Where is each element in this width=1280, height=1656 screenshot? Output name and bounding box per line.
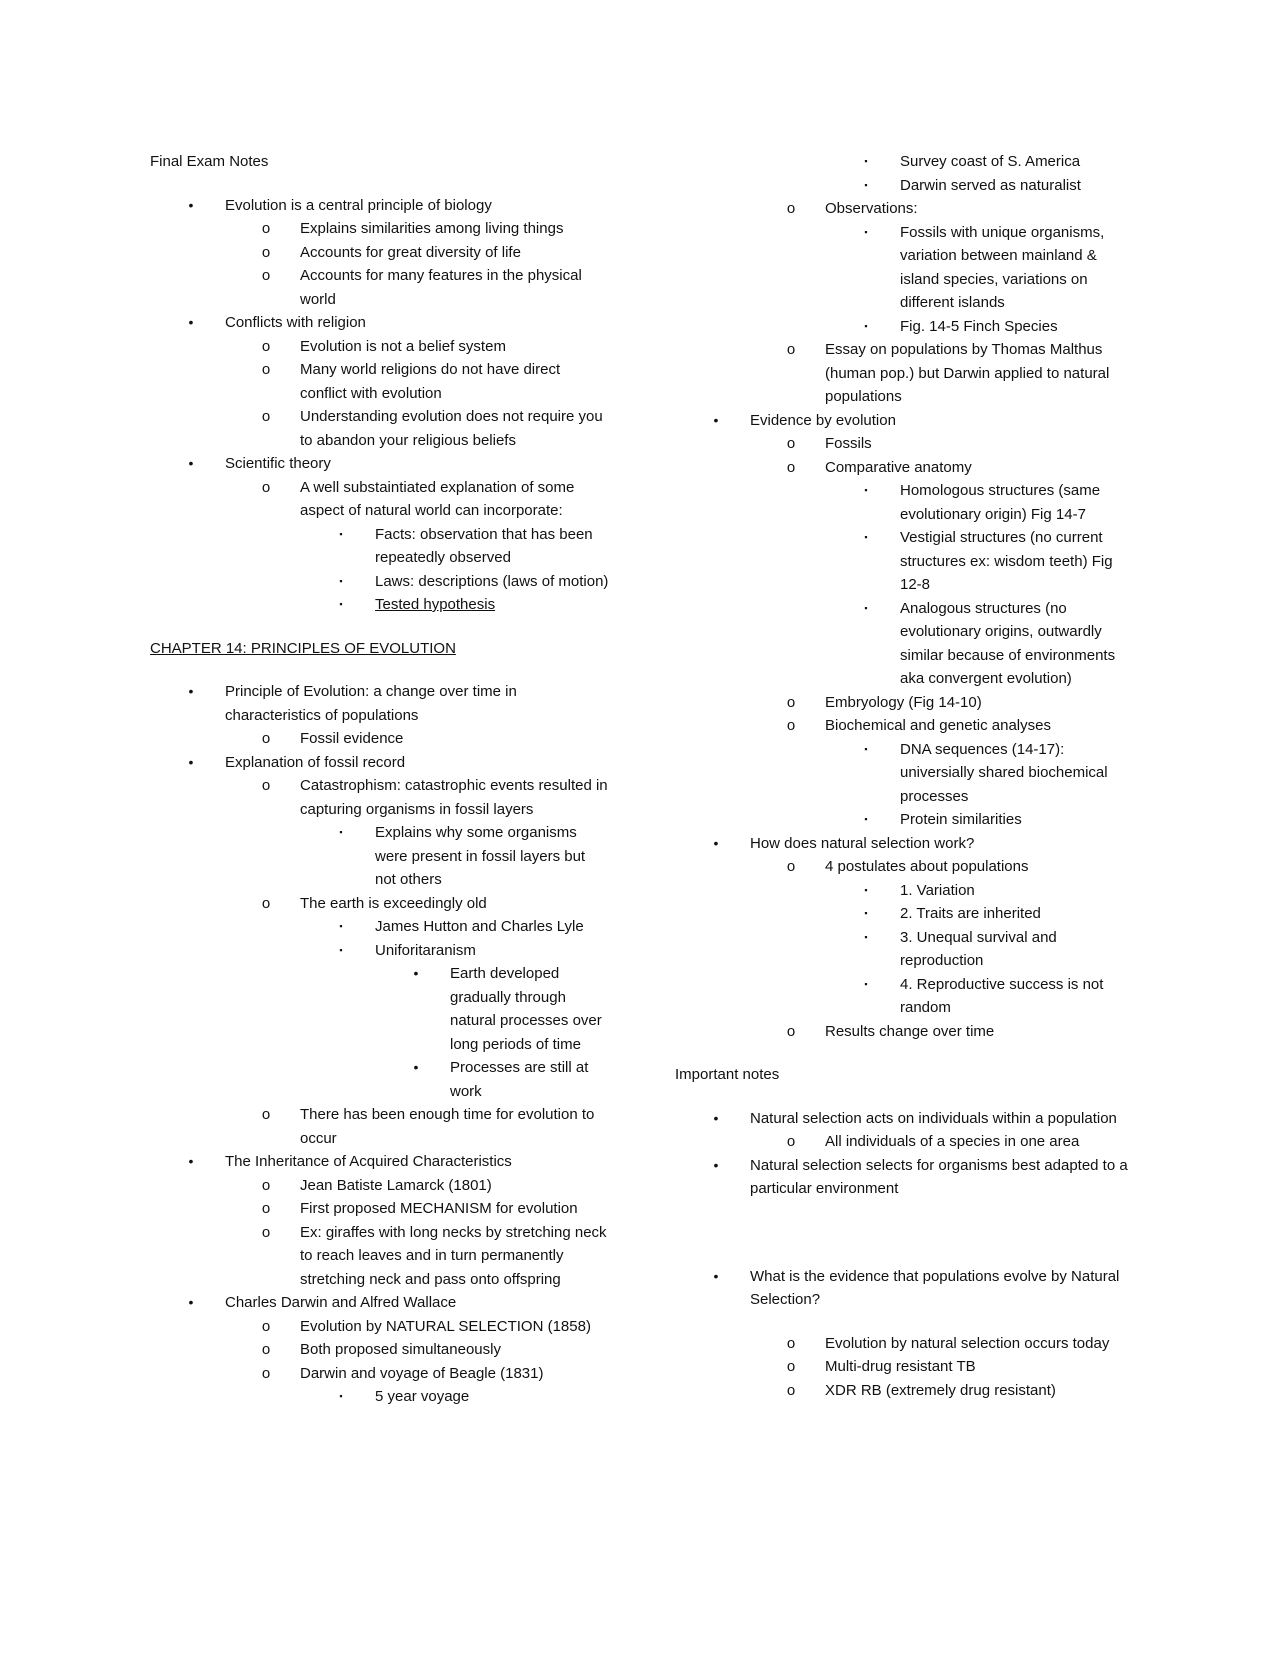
list-item-text: Fossil evidence — [300, 730, 404, 747]
spacer — [675, 1087, 1135, 1107]
list-item-text: The Inheritance of Acquired Characteristics — [225, 1153, 512, 1170]
list-item — [150, 241, 610, 265]
list-marker-icon: ▪ — [864, 814, 868, 824]
list-marker-icon: ▪ — [864, 226, 868, 237]
list-marker-icon: o — [261, 1223, 271, 1241]
list-item — [150, 939, 610, 963]
list-marker-icon: ▪ — [864, 884, 868, 895]
list-item — [675, 456, 1135, 480]
list-marker-icon: o — [261, 777, 271, 794]
list-item-text: James Hutton and Charles Lyle — [375, 918, 584, 935]
list-marker-icon: ▪ — [864, 320, 868, 331]
list-marker-icon: o — [786, 1334, 796, 1352]
list-marker-icon: o — [261, 1364, 271, 1382]
list-item-text: Homologous structures (same evolutionary origin) Fig 14-7 — [900, 482, 1101, 523]
list-marker-icon: • — [413, 1059, 419, 1075]
list-item — [150, 751, 610, 775]
list-item — [675, 1379, 1135, 1403]
list-item-text: 5 year voyage — [375, 1388, 470, 1405]
list-item-text: Biochemical and genetic analyses — [825, 717, 1051, 734]
list-item — [150, 1221, 610, 1292]
spacer — [675, 1312, 1135, 1332]
list-marker-icon: o — [786, 693, 796, 711]
list-item — [150, 476, 610, 523]
list-marker-icon: • — [188, 1153, 194, 1169]
spacer — [675, 1043, 1135, 1063]
list-marker-icon: ▪ — [339, 528, 343, 539]
list-item — [150, 1197, 610, 1221]
list-item-text: Multi-drug resistant TB — [825, 1358, 976, 1375]
list-marker-icon: ▪ — [339, 921, 343, 931]
list-marker-icon: • — [188, 314, 194, 330]
list-item-text: Analogous structures (no evolutionary origins, outwardly similar because of environments aka convergent evolution) — [900, 599, 1116, 687]
list-item — [150, 452, 610, 476]
list-item-text: 3. Unequal survival and reproduction — [900, 928, 1057, 969]
list-item-text: Conflicts with religion — [225, 314, 366, 331]
list-item-text: Earth developed gradually through natural processes over long periods of time — [450, 965, 602, 1053]
list-item — [150, 335, 610, 359]
left-column — [150, 150, 610, 1409]
list-marker-icon: ▪ — [864, 978, 868, 989]
list-item-text: Processes are still at work — [450, 1059, 589, 1100]
list-marker-icon: ▪ — [864, 179, 868, 190]
spacer — [150, 660, 610, 680]
list-item — [675, 1265, 1135, 1312]
list-item — [150, 1315, 610, 1339]
list-item-text: First proposed MECHANISM for evolution — [300, 1200, 578, 1217]
list-item-text: Fossils — [825, 435, 872, 452]
list-marker-icon: • — [188, 683, 194, 699]
list-marker-icon: ▪ — [339, 944, 343, 955]
section-heading: Important notes — [675, 1066, 780, 1083]
list-marker-icon: • — [713, 411, 719, 428]
list-item — [150, 358, 610, 405]
list-marker-icon: • — [188, 196, 194, 213]
list-item — [675, 597, 1135, 691]
list-item — [675, 174, 1135, 198]
list-marker-icon: o — [261, 220, 271, 237]
list-item-text: Laws: descriptions (laws of motion) — [375, 572, 609, 590]
list-marker-icon: o — [786, 341, 796, 358]
list-item — [675, 855, 1135, 879]
list-item-text: All individuals of a species in one area — [825, 1133, 1080, 1150]
list-item — [150, 570, 610, 594]
right-column — [675, 150, 1135, 1402]
list-item-text: Understanding evolution does not require you to abandon your religious beliefs — [300, 408, 603, 449]
list-item-text: Natural selection acts on individuals within a population — [750, 1109, 1117, 1127]
list-item-text: 4. Reproductive success is not random — [900, 975, 1104, 1016]
list-marker-icon: • — [188, 753, 194, 770]
list-marker-icon: o — [786, 1358, 796, 1375]
list-item — [675, 808, 1135, 832]
list-marker-icon: o — [261, 1106, 271, 1123]
list-item-text: XDR RB (extremely drug resistant) — [825, 1381, 1056, 1399]
spacer — [150, 174, 610, 194]
list-item-text: Embryology (Fig 14-10) — [825, 693, 982, 711]
list-item-text: Vestigial structures (no current structures ex: wisdom teeth) Fig 12-8 — [900, 529, 1113, 593]
list-marker-icon: • — [713, 1109, 719, 1126]
list-item-text: Darwin and voyage of Beagle (1831) — [300, 1364, 544, 1382]
list-marker-icon: ▪ — [864, 602, 868, 613]
list-item — [675, 691, 1135, 715]
list-item-text: Accounts for many features in the physical world — [300, 267, 582, 308]
list-marker-icon: o — [261, 1176, 271, 1194]
list-item — [675, 1154, 1135, 1201]
list-item — [150, 217, 610, 241]
list-marker-icon: ▪ — [864, 931, 868, 942]
list-marker-icon: o — [786, 200, 796, 217]
list-item — [150, 727, 610, 751]
list-marker-icon: ▪ — [864, 485, 868, 495]
list-marker-icon: o — [786, 717, 796, 734]
list-item-text: Tested hypothesis — [375, 596, 496, 613]
list-marker-icon: • — [413, 965, 419, 981]
list-item — [675, 1020, 1135, 1044]
list-item — [675, 879, 1135, 903]
list-marker-icon: o — [261, 267, 271, 284]
list-item — [675, 714, 1135, 738]
list-marker-icon: o — [786, 1381, 796, 1399]
list-marker-icon: • — [713, 1156, 719, 1173]
list-item-text: How does natural selection work? — [750, 834, 975, 852]
list-item-text: 1. Variation — [900, 881, 975, 899]
list-item-text: Evolution is not a belief system — [300, 337, 506, 355]
list-marker-icon: o — [261, 730, 271, 747]
list-item-text: Facts: observation that has been repeatedly observed — [375, 525, 593, 566]
list-item — [150, 405, 610, 452]
list-item — [675, 150, 1135, 174]
list-marker-icon: ▪ — [864, 156, 868, 166]
list-item — [675, 479, 1135, 526]
list-item — [675, 1332, 1135, 1356]
section-heading: Final Exam Notes — [150, 153, 269, 170]
list-item-text: Scientific theory — [225, 455, 331, 472]
list-marker-icon: • — [188, 455, 194, 471]
list-marker-icon: ▪ — [339, 1391, 343, 1401]
section-heading: CHAPTER 14: PRINCIPLES OF EVOLUTION — [150, 639, 456, 657]
list-item-text: A well substaintiated explanation of some aspect of natural world can incorporate: — [300, 478, 575, 519]
list-item-text: Fig. 14-5 Finch Species — [900, 317, 1058, 335]
list-item-text: 4 postulates about populations — [825, 858, 1029, 875]
list-item — [150, 962, 610, 1056]
list-item — [150, 1338, 610, 1362]
list-item — [150, 1362, 610, 1386]
list-item-text: Catastrophism: catastrophic events resulted in capturing organisms in fossil layers — [300, 777, 608, 818]
list-marker-icon: o — [261, 1317, 271, 1335]
list-item-text: Protein similarities — [900, 811, 1022, 828]
list-item-text: What is the evidence that populations evolve by Natural Selection? — [750, 1267, 1120, 1308]
list-item-text: Both proposed simultaneously — [300, 1341, 501, 1358]
list-marker-icon: o — [261, 1200, 271, 1217]
list-marker-icon: • — [713, 1267, 719, 1284]
list-item-text: Evolution is a central principle of biology — [225, 196, 492, 214]
spacer — [675, 1245, 1135, 1265]
list-item — [150, 915, 610, 939]
list-marker-icon: o — [786, 1022, 796, 1040]
list-item — [675, 315, 1135, 339]
list-item — [675, 432, 1135, 456]
list-item-text: Results change over time — [825, 1022, 995, 1040]
list-item — [675, 197, 1135, 221]
list-item — [150, 264, 610, 311]
list-item-text: Ex: giraffes with long necks by stretching neck to reach leaves and in turn permanently stretching neck and pass onto offspring — [300, 1223, 607, 1288]
spacer — [150, 617, 610, 637]
list-item — [675, 832, 1135, 856]
list-marker-icon: o — [786, 1133, 796, 1150]
list-item — [150, 593, 610, 617]
list-item-text: Charles Darwin and Alfred Wallace — [225, 1294, 457, 1311]
list-item — [150, 1291, 610, 1315]
list-item — [675, 409, 1135, 433]
list-marker-icon: ▪ — [864, 908, 868, 918]
list-item-text: Evidence by evolution — [750, 411, 896, 429]
list-item-text: Fossils with unique organisms, variation between mainland & island species, variations on different islands — [900, 223, 1105, 311]
list-item-text: Many world religions do not have direct conflict with evolution — [300, 361, 561, 402]
list-item — [150, 523, 610, 570]
list-marker-icon: ▪ — [864, 743, 868, 754]
list-item — [150, 680, 610, 727]
list-marker-icon: ▪ — [339, 575, 343, 586]
list-marker-icon: o — [786, 435, 796, 452]
list-item — [675, 926, 1135, 973]
list-item — [675, 338, 1135, 409]
list-item-text: The earth is exceedingly old — [300, 894, 487, 912]
list-item — [675, 738, 1135, 809]
list-item-text: Darwin served as naturalist — [900, 176, 1081, 194]
list-item — [675, 1130, 1135, 1154]
list-item — [675, 221, 1135, 315]
list-item-text: Natural selection selects for organisms best adapted to a particular environment — [750, 1156, 1128, 1197]
list-marker-icon: o — [261, 337, 271, 355]
list-marker-icon: o — [261, 1341, 271, 1358]
list-item — [675, 973, 1135, 1020]
list-marker-icon: o — [261, 408, 271, 425]
list-marker-icon: • — [713, 834, 719, 851]
list-marker-icon: ▪ — [339, 599, 343, 609]
list-item-text: 2. Traits are inherited — [900, 905, 1041, 922]
list-marker-icon: o — [261, 894, 271, 912]
list-item-text: There has been enough time for evolution to occur — [300, 1106, 595, 1147]
list-item-text: Jean Batiste Lamarck (1801) — [300, 1176, 492, 1194]
list-item-text: Essay on populations by Thomas Malthus (human pop.) but Darwin applied to natural populations — [825, 341, 1110, 405]
list-item-text: Evolution by NATURAL SELECTION (1858) — [300, 1317, 591, 1335]
list-item-text: DNA sequences (14-17): universially shared biochemical processes — [900, 740, 1108, 805]
list-item — [150, 194, 610, 218]
list-item-text: Survey coast of S. America — [900, 153, 1081, 170]
list-item-text: Principle of Evolution: a change over time in characteristics of populations — [225, 683, 517, 724]
list-marker-icon: ▪ — [864, 532, 868, 542]
list-item-text: Explains similarities among living things — [300, 220, 564, 237]
list-marker-icon: o — [786, 458, 796, 476]
list-item — [150, 892, 610, 916]
list-item — [150, 1150, 610, 1174]
list-item — [150, 774, 610, 821]
list-item-text: Explains why some organisms were present in fossil layers but not others — [375, 824, 586, 888]
list-item-text: Comparative anatomy — [825, 458, 972, 476]
spacer — [675, 1201, 1135, 1245]
list-marker-icon: • — [188, 1294, 194, 1310]
list-item-text: Uniforitaranism — [375, 941, 476, 959]
list-item — [150, 1385, 610, 1409]
list-item — [150, 821, 610, 892]
list-item-text: Evolution by natural selection occurs today — [825, 1334, 1110, 1352]
list-marker-icon: o — [261, 361, 271, 378]
list-marker-icon: o — [786, 858, 796, 875]
list-marker-icon: ▪ — [339, 827, 343, 837]
list-item — [675, 526, 1135, 597]
list-item — [150, 1174, 610, 1198]
list-item — [675, 902, 1135, 926]
list-item — [675, 1107, 1135, 1131]
list-item-text: Observations: — [825, 200, 918, 217]
list-item — [150, 1103, 610, 1150]
list-item — [150, 1056, 610, 1103]
list-item-text: Accounts for great diversity of life — [300, 243, 521, 261]
list-item — [150, 311, 610, 335]
list-item — [675, 1355, 1135, 1379]
list-marker-icon: o — [261, 478, 271, 496]
list-marker-icon: o — [261, 243, 271, 261]
list-item-text: Explanation of fossil record — [225, 753, 406, 771]
